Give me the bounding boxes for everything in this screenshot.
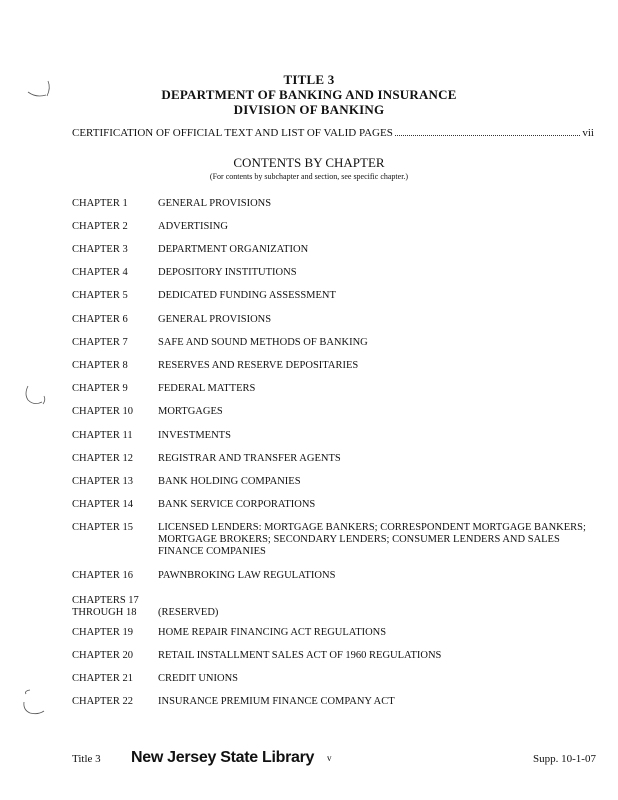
chapter-number: CHAPTER 8 (72, 360, 128, 371)
scan-mark-icon (20, 688, 50, 718)
chapter-row (72, 453, 602, 465)
chapter-title: BANK HOLDING COMPANIES (158, 476, 301, 487)
chapter-title: FEDERAL MATTERS (158, 383, 256, 394)
chapter-number: CHAPTER 21 (72, 673, 133, 684)
chapter-row (72, 570, 602, 582)
chapter-row (72, 290, 602, 302)
chapter-number: CHAPTER 1 (72, 198, 128, 209)
chapter-row (72, 314, 602, 326)
chapter-title: CREDIT UNIONS (158, 673, 239, 684)
footer-supplement: Supp. 10-1-07 (533, 753, 596, 765)
chapter-number: CHAPTER 6 (72, 314, 128, 325)
chapter-row (72, 627, 602, 639)
certification-text: CERTIFICATION OF OFFICIAL TEXT AND LIST OF VALID PAGES (72, 127, 393, 139)
chapter-number: CHAPTER 16 (72, 570, 133, 581)
chapter-row (72, 595, 602, 619)
chapter-row (72, 244, 602, 256)
chapter-number: CHAPTER 20 (72, 650, 133, 661)
division-heading: DIVISION OF BANKING (233, 102, 385, 117)
chapter-title: LICENSED LENDERS: MORTGAGE BANKERS; CORRESPONDENT MORTGAGE BANKERS; MORTGAGE BROKERS; SECONDARY LENDERS; CONSUMER LENDERS AND SALES FINANCE COMPANIES (158, 522, 586, 557)
chapter-number: CHAPTER 22 (72, 696, 133, 707)
chapter-number: CHAPTER 12 (72, 453, 133, 464)
certification-page: vii (582, 127, 594, 139)
chapter-row (72, 430, 602, 442)
chapter-row (72, 360, 602, 372)
title: TITLE 3 (283, 72, 335, 87)
chapter-number: CHAPTER 15 (72, 522, 133, 533)
dot-leader (395, 134, 581, 136)
chapter-number: CHAPTERS 17 THROUGH 18 (72, 595, 139, 618)
chapter-title: RESERVES AND RESERVE DEPOSITARIES (158, 360, 359, 371)
chapter-number: CHAPTER 3 (72, 244, 128, 255)
chapter-row (72, 406, 602, 418)
chapter-title: DEPARTMENT ORGANIZATION (158, 244, 309, 255)
chapter-title: INSURANCE PREMIUM FINANCE COMPANY ACT (158, 696, 395, 707)
contents-heading: CONTENTS BY CHAPTER (233, 155, 385, 170)
chapter-row (72, 383, 602, 395)
chapter-number: CHAPTER 5 (72, 290, 128, 301)
department-heading: DEPARTMENT OF BANKING AND INSURANCE (161, 87, 457, 102)
chapter-number: CHAPTER 7 (72, 337, 128, 348)
chapter-number: CHAPTER 10 (72, 406, 133, 417)
chapter-row (72, 267, 602, 279)
chapter-number: CHAPTER 9 (72, 383, 128, 394)
chapter-row (72, 522, 602, 558)
chapter-title: GENERAL PROVISIONS (158, 314, 272, 325)
chapter-title: PAWNBROKING LAW REGULATIONS (158, 570, 336, 581)
chapter-row (72, 221, 602, 233)
page-footer (0, 749, 618, 773)
chapter-title: INVESTMENTS (158, 430, 231, 441)
chapter-title: REGISTRAR AND TRANSFER AGENTS (158, 453, 341, 464)
library-stamp: New Jersey State Library (131, 749, 315, 766)
chapter-row (72, 673, 602, 685)
chapter-row (72, 476, 602, 488)
chapter-row (72, 650, 602, 662)
certification-line (72, 127, 594, 139)
chapter-title: (RESERVED) (158, 607, 219, 618)
chapter-number: CHAPTER 2 (72, 221, 128, 232)
footer-title: Title 3 (72, 753, 101, 765)
chapter-title: MORTGAGES (158, 406, 223, 417)
chapter-title: ADVERTISING (158, 221, 228, 232)
chapter-row (72, 499, 602, 511)
chapter-title: HOME REPAIR FINANCING ACT REGULATIONS (158, 627, 387, 638)
chapter-row (72, 696, 602, 708)
chapter-title: BANK SERVICE CORPORATIONS (158, 499, 316, 510)
chapter-title: DEPOSITORY INSTITUTIONS (158, 267, 297, 278)
chapter-number: CHAPTER 19 (72, 627, 133, 638)
scan-mark-icon (22, 384, 52, 408)
contents-note: (For contents by subchapter and section, see specific chapter.) (209, 172, 409, 181)
title-block (0, 72, 618, 117)
chapter-number: CHAPTER 4 (72, 267, 128, 278)
chapter-title: DEDICATED FUNDING ASSESSMENT (158, 290, 336, 301)
chapter-number: CHAPTER 11 (72, 430, 133, 441)
chapter-title: RETAIL INSTALLMENT SALES ACT OF 1960 REGULATIONS (158, 650, 442, 661)
chapter-title: GENERAL PROVISIONS (158, 198, 272, 209)
chapter-row (72, 337, 602, 349)
chapter-title: SAFE AND SOUND METHODS OF BANKING (158, 337, 368, 348)
chapter-number: CHAPTER 13 (72, 476, 133, 487)
footer-page-number: v (327, 753, 332, 763)
chapter-number: CHAPTER 14 (72, 499, 133, 510)
scan-mark-icon (26, 78, 56, 100)
chapter-row (72, 198, 602, 210)
